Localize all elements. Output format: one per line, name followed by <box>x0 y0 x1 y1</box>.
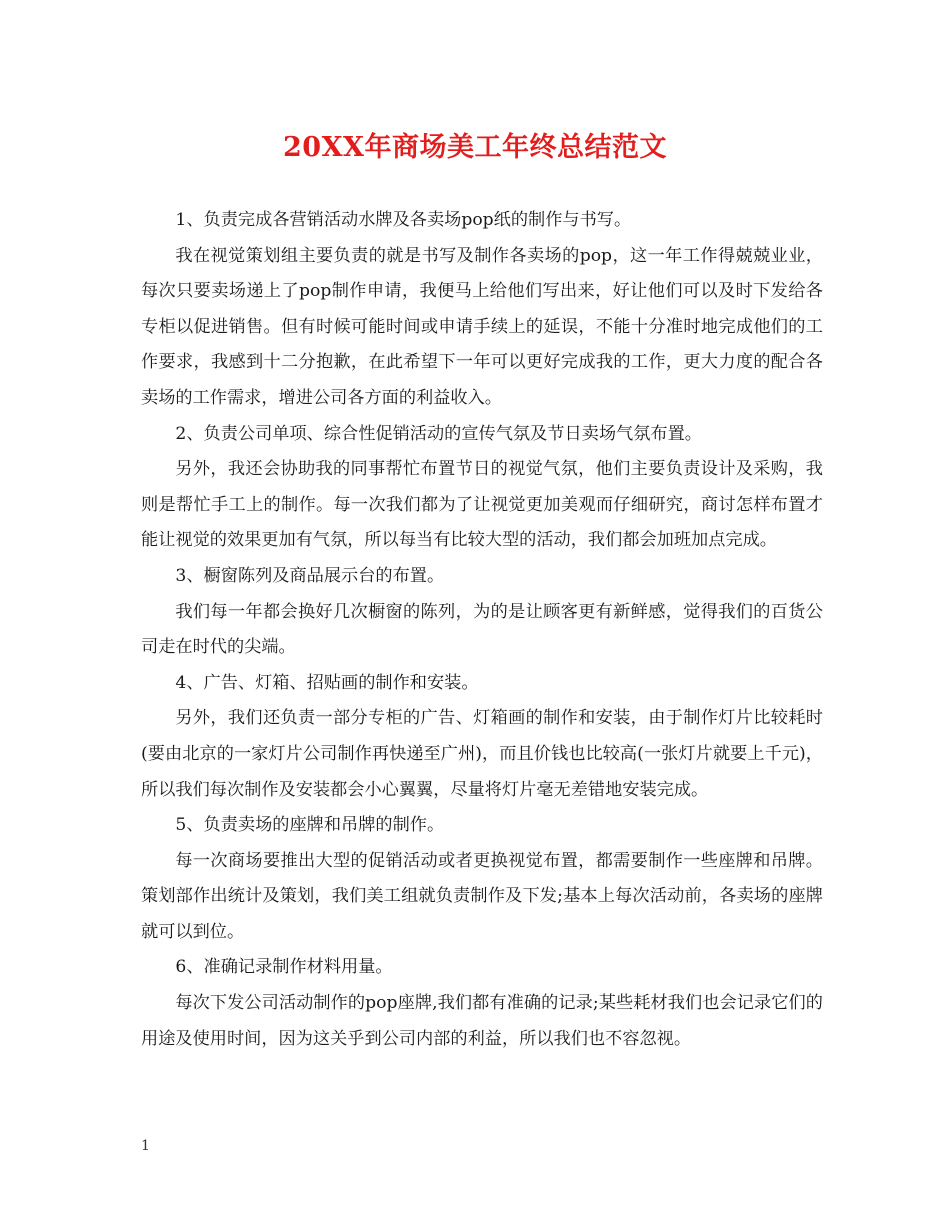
document-title: 20XX年商场美工年终总结范文 <box>283 132 667 163</box>
body-paragraph-1: 我在视觉策划组主要负责的就是书写及制作各卖场的pop，这一年工作得兢兢业业，每次只要卖场递上了pop制作申请，我便马上给他们写出来，好让他们可以及时下发给各专柜以促进销售。但有时候可能时间或申请手续上的延误，不能十分准时地完成他们的工作要求，我感到十二分抱歉，在此希望下一年可以更好完成我的工作，更大力度的配合各卖场的工作需求，增进公司各方面的利益收入。 <box>141 245 823 408</box>
section-heading-1: 1、负责完成各营销活动水牌及各卖场pop纸的制作与书写。 <box>175 210 632 230</box>
document-body <box>141 203 823 1057</box>
body-paragraph-5: 每一次商场要推出大型的促销活动或者更换视觉布置，都需要制作一些座牌和吊牌。策划部作出统计及策划，我们美工组就负责制作及下发;基本上每次活动前，各卖场的座牌就可以到位。 <box>141 850 823 942</box>
section-heading-3: 3、橱窗陈列及商品展示台的布置。 <box>175 565 445 586</box>
section-heading-2: 2、负责公司单项、综合性促销活动的宣传气氛及节日卖场气氛布置。 <box>175 423 702 444</box>
section-heading-4: 4、广告、灯箱、招贴画的制作和安装。 <box>175 672 479 693</box>
body-paragraph-6: 每次下发公司活动制作的pop座牌,我们都有准确的记录;某些耗材我们也会记录它们的用途及使用时间，因为这关乎到公司内部的利益，所以我们也不容忽视。 <box>141 993 823 1049</box>
body-paragraph-2: 另外，我还会协助我的同事帮忙布置节日的视觉气氛，他们主要负责设计及采购，我则是帮忙手工上的制作。每一次我们都为了让视觉更加美观而仔细研究，商讨怎样布置才能让视觉的效果更加有气氛，所以每当有比较大型的活动，我们都会加班加点完成。 <box>141 459 823 551</box>
section-heading-6: 6、准确记录制作材料用量。 <box>175 957 393 978</box>
body-paragraph-3: 我们每一年都会换好几次橱窗的陈列，为的是让顾客更有新鲜感，觉得我们的百货公司走在时代的尖端。 <box>141 601 823 658</box>
section-heading-5: 5、负责卖场的座牌和吊牌的制作。 <box>175 815 445 836</box>
body-paragraph-4: 另外，我们还负责一部分专柜的广告、灯箱画的制作和安装，由于制作灯片比较耗时(要由北京的一家灯片公司制作再快递至广州)，而且价钱也比较高(一张灯片就要上千元)，所以我们每次制作及安装都会小心翼翼，尽量将灯片毫无差错地安装完成。 <box>141 708 823 800</box>
page-number: 1 <box>141 1138 150 1154</box>
